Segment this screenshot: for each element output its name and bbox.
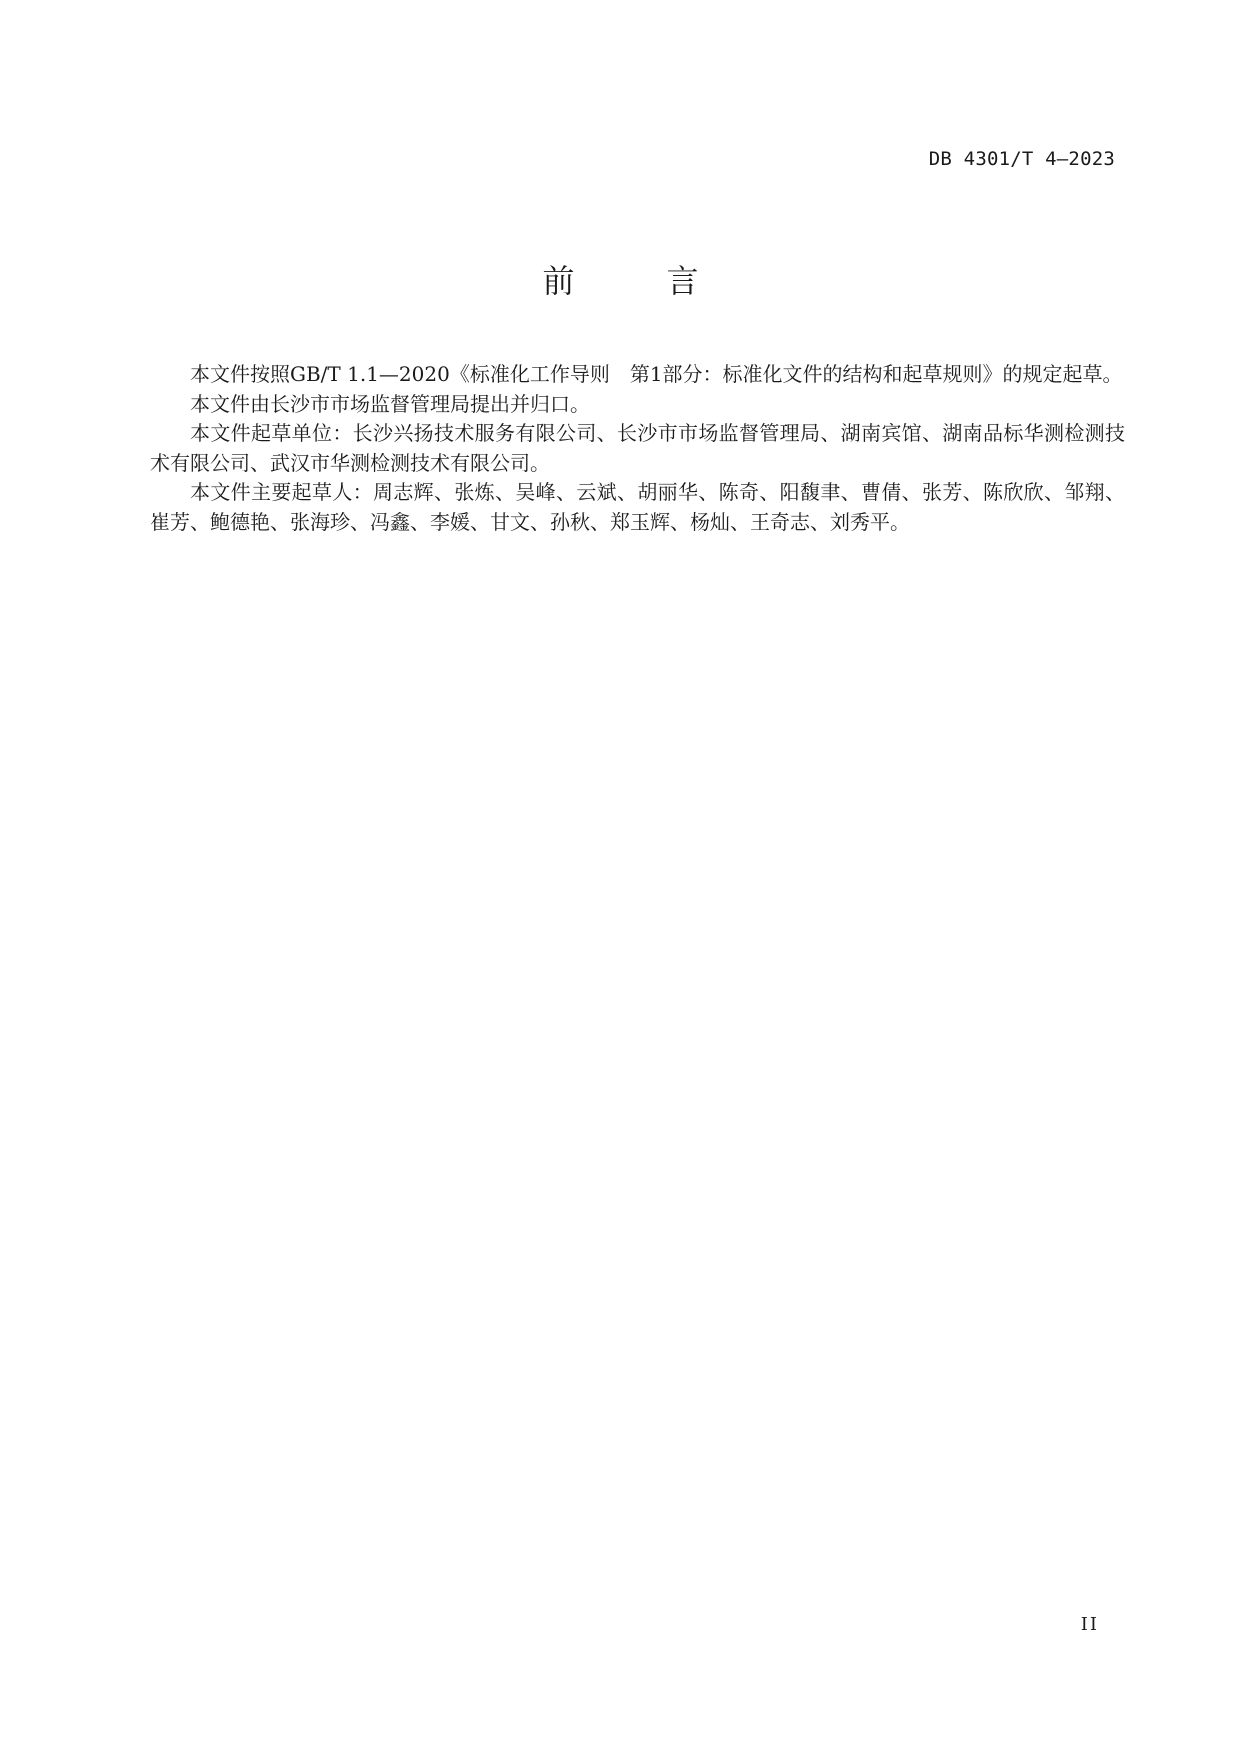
paragraph-drafting-rules: 本文件按照GB/T 1.1—2020《标准化工作导则 第1部分：标准化文件的结构和起草规则》的规定起草。 (190, 362, 1123, 386)
foreword-body (150, 360, 1125, 537)
document-code: DB 4301/T 4—2023 (928, 148, 1115, 170)
paragraph-proposer: 本文件由长沙市市场监督管理局提出并归口。 (190, 391, 590, 416)
paragraph-drafting-units: 本文件起草单位：长沙兴扬技术服务有限公司、长沙市市场监督管理局、湖南宾馆、湖南品标华测检测技术有限公司、武汉市华测检测技术有限公司。 (150, 421, 1125, 475)
page-number: II (1080, 1614, 1099, 1635)
page-title: 前 言 (542, 262, 729, 300)
paragraph-drafters: 本文件主要起草人：周志辉、张炼、吴峰、云斌、胡丽华、陈奇、阳馥聿、曹倩、张芳、陈欣欣、邹翔、崔芳、鲍德艳、张海珍、冯鑫、李媛、甘文、孙秋、郑玉辉、杨灿、王奇志、刘秀平。 (150, 480, 1125, 534)
